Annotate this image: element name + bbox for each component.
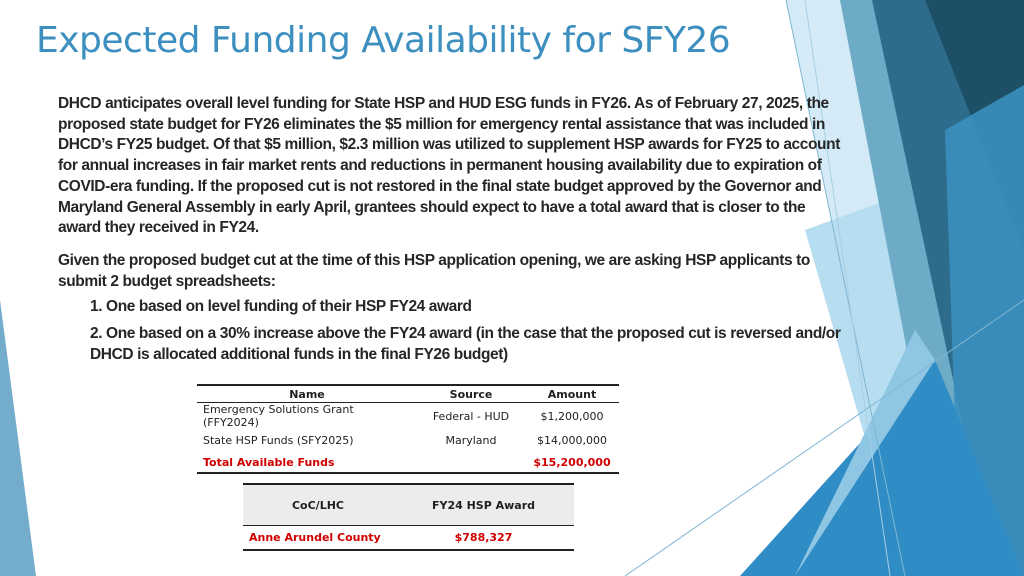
total-label: Total Available Funds	[203, 455, 335, 469]
body-text	[58, 94, 848, 365]
cell-source: Federal - HUD	[432, 409, 510, 423]
request-paragraph: Given the proposed budget cut at the time of this HSP application opening, we are asking HSP applicants to submit 2 budget spreadsheets:	[58, 251, 810, 290]
cell-amount: $14,000,000	[537, 434, 607, 447]
column-header-coc-lhc: CoC/LHC	[243, 484, 393, 526]
table-row	[197, 429, 619, 452]
total-row	[197, 452, 619, 473]
cell-amount: $1,200,000	[540, 409, 604, 423]
cell-county: Anne Arundel County	[249, 531, 381, 544]
cell-name: State HSP Funds (SFY2025)	[203, 434, 354, 447]
cell-name: Emergency Solutions Grant (FFY2024)	[203, 403, 354, 429]
deco-left-triangle	[0, 300, 36, 576]
list-item: 2. One based on a 30% increase above the FY24 award (in the case that the proposed cut is reversed and/or DHCD is allocated additional funds in the final FY26 budget)	[90, 325, 841, 363]
table-header-row	[243, 484, 574, 526]
intro-paragraph: DHCD anticipates overall level funding for State HSP and HUD ESG funds in FY26. As of February 27, 2025, the proposed state budget for FY26 eliminates the $5 million for emergency rental assistance that was included in DHCD’s FY25 budget. Of that $5 million, $2.3 million was utilized to supplement HSP awards for FY25 to account for annual increases in fair market rents and reductions in permanent housing availability due to expiration of COVID-era funding. If the proposed cut is not restored in the final state budget approved by the Governor and Maryland General Assembly in early April, grantees should expect to have a total award that is closer to the award they received in FY24.	[58, 95, 840, 237]
table-row	[243, 526, 574, 551]
column-header-name: Name	[197, 385, 417, 403]
total-amount: $15,200,000	[533, 455, 611, 469]
cell-award: $788,327	[454, 531, 513, 544]
funding-sources-table	[197, 384, 619, 474]
table-row	[197, 403, 619, 430]
budget-spreadsheet-list	[58, 297, 848, 365]
slide-title: Expected Funding Availability for SFY26	[36, 20, 731, 61]
cell-source: Maryland	[445, 434, 497, 447]
column-header-amount: Amount	[525, 385, 619, 403]
column-header-fy24-award: FY24 HSP Award	[393, 484, 574, 526]
total-empty-cell	[417, 452, 525, 473]
award-table	[243, 483, 574, 551]
column-header-source: Source	[417, 385, 525, 403]
list-item: 1. One based on level funding of their HSP FY24 award	[90, 298, 472, 316]
table-header-row	[197, 385, 619, 403]
